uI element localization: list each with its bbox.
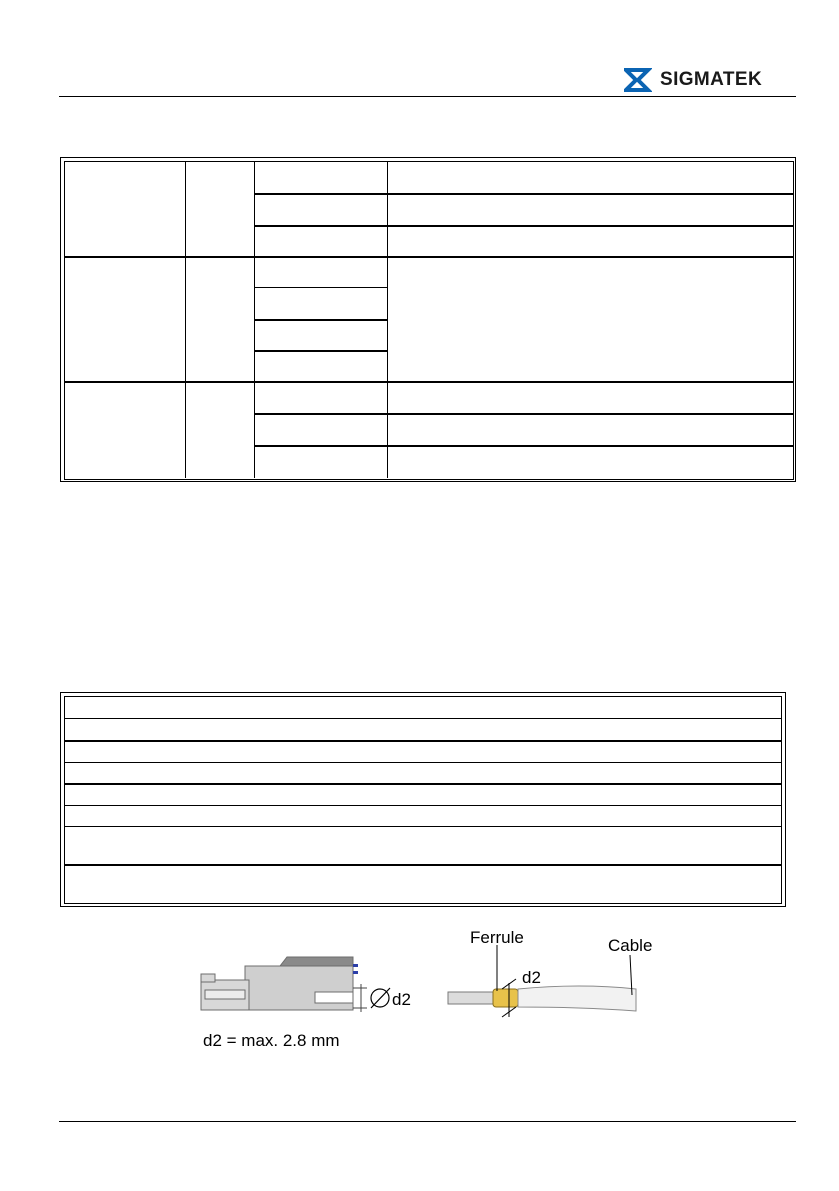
row-separator xyxy=(254,445,793,447)
row-separator xyxy=(64,762,781,763)
ferrule-d2-label: d2 xyxy=(522,968,541,987)
row-separator xyxy=(64,826,781,827)
row-separator xyxy=(64,783,781,785)
row-separator xyxy=(64,805,781,806)
row-separator xyxy=(254,225,793,227)
row-separator xyxy=(254,193,793,195)
row-separator xyxy=(64,740,781,742)
sigmatek-logo-icon xyxy=(624,68,652,92)
connector-caption: d2 = max. 2.8 mm xyxy=(203,1031,340,1050)
row-separator xyxy=(64,718,781,719)
table-inner-border xyxy=(64,696,782,904)
brand-name: SIGMATEK xyxy=(660,69,763,90)
row-separator xyxy=(254,287,387,288)
sigmatek-logo xyxy=(624,68,762,92)
table-inner-border xyxy=(64,161,794,480)
row-separator xyxy=(254,319,387,321)
ferrule-cable-icon xyxy=(440,945,650,1025)
connector-d2-label: d2 xyxy=(392,990,411,1009)
ferrule-label: Ferrule xyxy=(470,928,524,947)
cable-label: Cable xyxy=(608,936,653,955)
group-separator xyxy=(64,256,793,258)
connector-plug-icon xyxy=(195,952,415,1022)
header-rule xyxy=(59,96,796,97)
row-separator xyxy=(254,413,793,415)
row-separator xyxy=(254,350,387,352)
group-separator xyxy=(64,381,793,383)
footer-rule xyxy=(59,1121,796,1122)
row-separator xyxy=(64,864,781,866)
